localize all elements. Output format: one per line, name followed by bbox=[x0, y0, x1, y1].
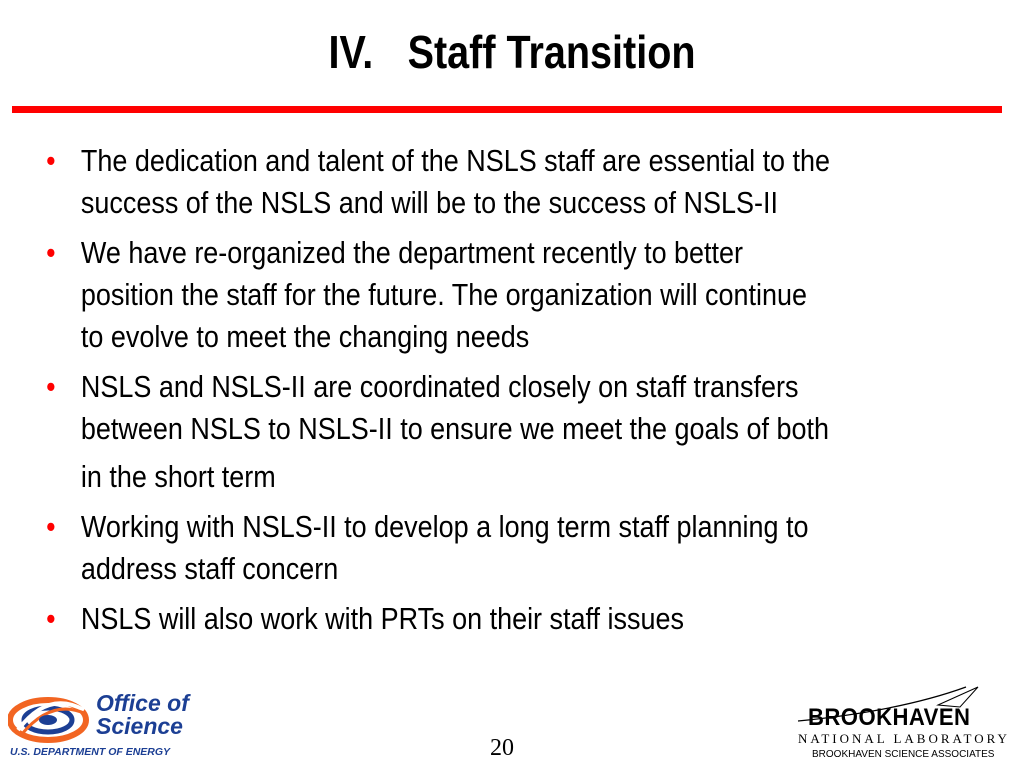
bullet-line: to evolve to meet the changing needs bbox=[80, 319, 530, 354]
bullet-line: The dedication and talent of the NSLS staff are essential to the bbox=[80, 143, 831, 178]
page-number: 20 bbox=[490, 735, 514, 761]
bullet-line: between NSLS to NSLS-II to ensure we meet the goals of both bbox=[80, 411, 829, 446]
bullet-list bbox=[40, 140, 910, 648]
slide-title bbox=[72, 22, 953, 82]
bullet-line: in the short term bbox=[80, 459, 276, 494]
bullet-icon: • bbox=[46, 143, 56, 178]
bullet-icon: • bbox=[46, 601, 56, 636]
doe-office-of-science-logo bbox=[8, 690, 228, 758]
bullet-icon: • bbox=[46, 369, 56, 404]
bullet-item bbox=[40, 366, 910, 498]
bullet-line: NSLS and NSLS-II are coordinated closely on staff transfers bbox=[80, 369, 799, 404]
bullet-line: NSLS will also work with PRTs on their staff issues bbox=[80, 601, 684, 636]
title-text: Staff Transition bbox=[407, 26, 696, 78]
bullet-line: We have re-organized the department recently to better bbox=[80, 235, 744, 270]
title-divider bbox=[12, 106, 1002, 113]
bullet-item bbox=[40, 598, 910, 640]
bullet-item bbox=[40, 140, 910, 224]
national-laboratory-label: NATIONAL LABORATORY bbox=[798, 731, 1010, 746]
doe-subtitle: U.S. DEPARTMENT OF ENERGY bbox=[10, 746, 171, 758]
brookhaven-name: BROOKHAVEN bbox=[808, 704, 971, 731]
science-associates-label: BROOKHAVEN SCIENCE ASSOCIATES bbox=[812, 749, 995, 760]
doe-line-1: Office of bbox=[96, 690, 189, 716]
bullet-item bbox=[40, 506, 910, 590]
bullet-line: address staff concern bbox=[80, 551, 339, 586]
doe-line-2: Science bbox=[96, 713, 183, 739]
doe-wordmark bbox=[96, 692, 189, 738]
bullet-item bbox=[40, 232, 910, 358]
bullet-icon: • bbox=[46, 509, 56, 544]
bullet-line: success of the NSLS and will be to the success of NSLS-II bbox=[80, 185, 778, 220]
bullet-line: Working with NSLS-II to develop a long term staff planning to bbox=[80, 509, 809, 544]
brookhaven-logo bbox=[790, 685, 1020, 765]
bullet-icon: • bbox=[46, 235, 56, 270]
title-number: IV. bbox=[328, 26, 374, 78]
bullet-line: position the staff for the future. The organization will continue bbox=[80, 277, 808, 312]
doe-emblem-icon bbox=[8, 696, 92, 744]
